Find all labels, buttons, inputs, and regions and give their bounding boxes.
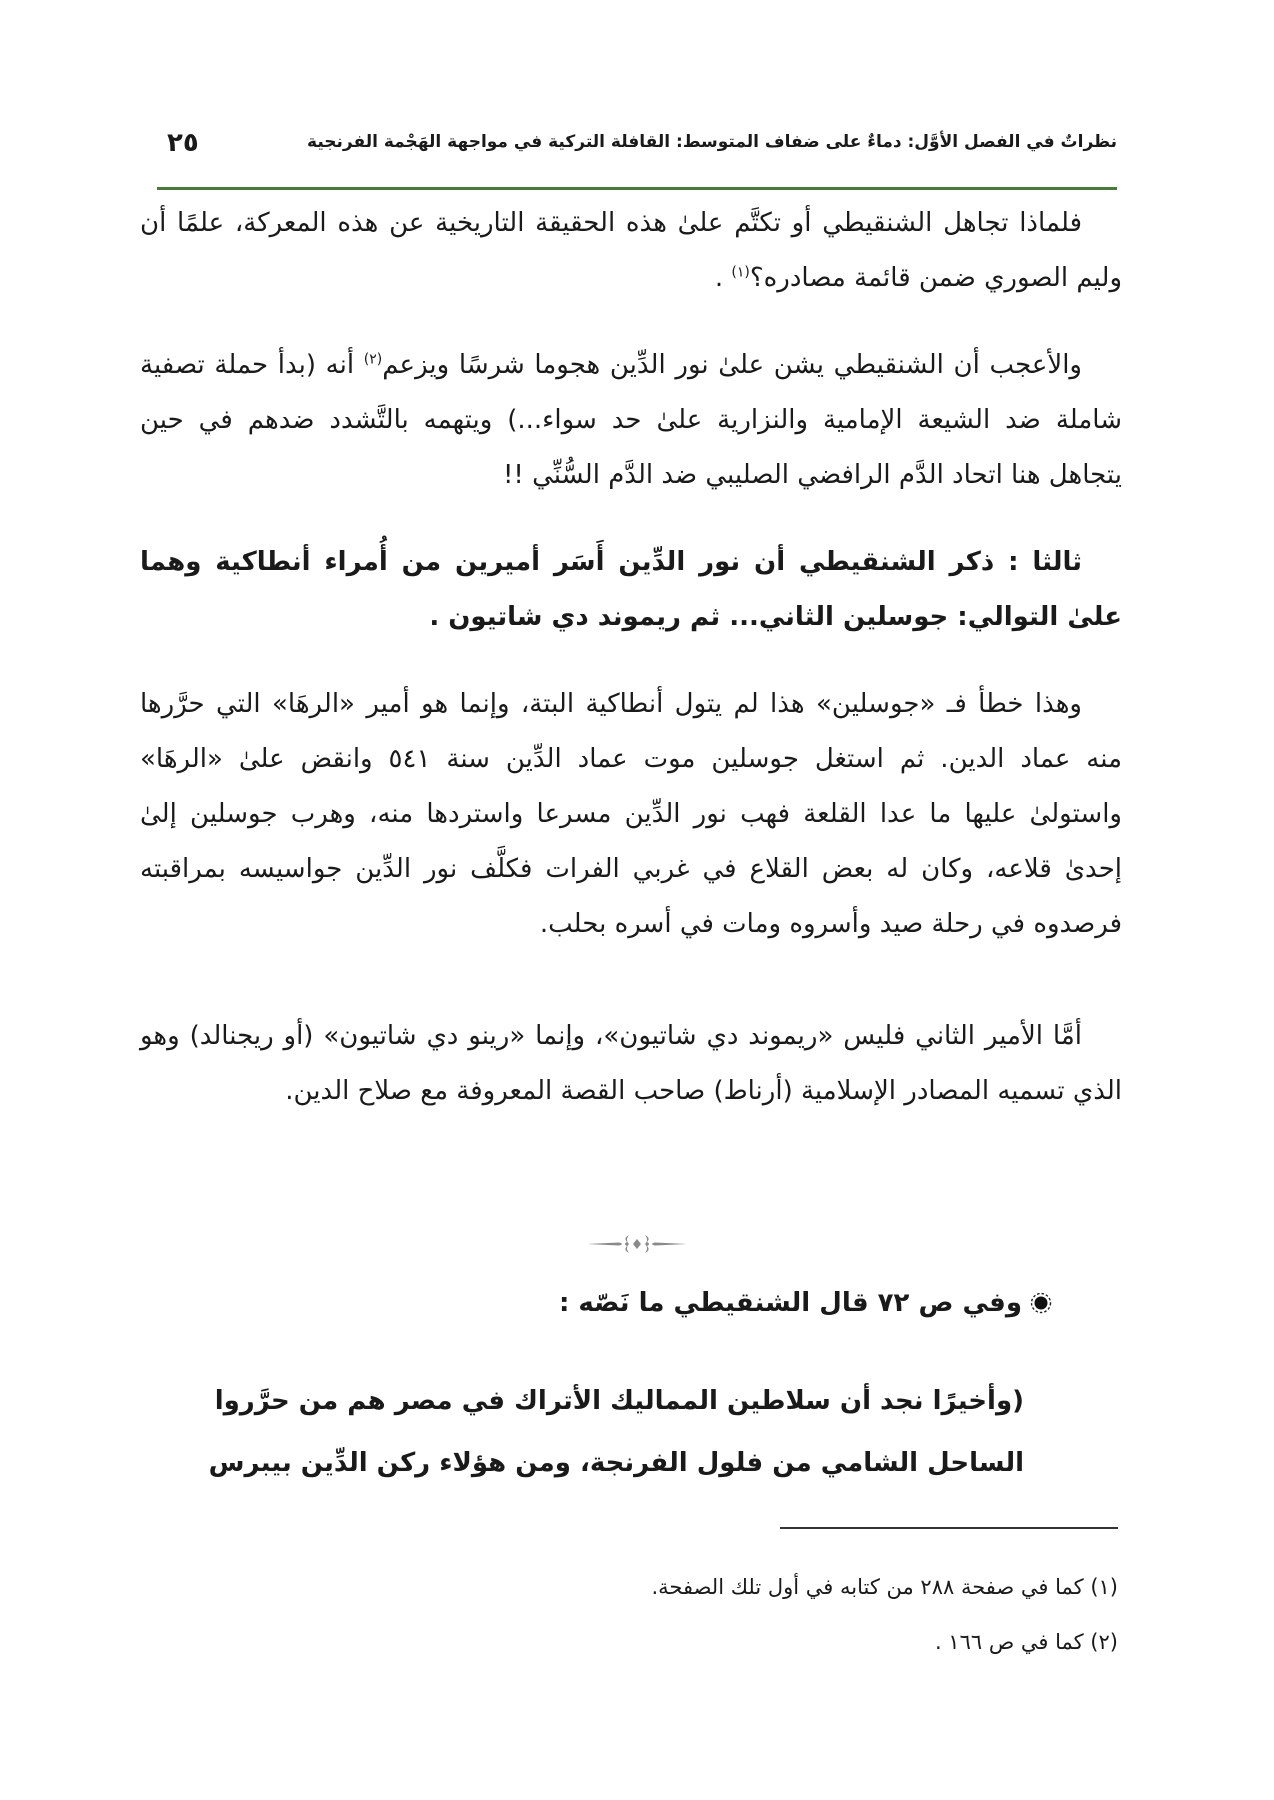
paragraph-5-text: أمَّا الأمير الثاني فليس «ريموند دي شاتيون»، وإنما «رينو دي شاتيون» (أو ريجنالد) وهو الذي تسميه المصادر الإسلامية (أرناط) صاحب القصة المعروفة مع صلاح الدين. [140, 1021, 1122, 1106]
footnote-separator [780, 1527, 1118, 1529]
footnote-2: (٢) كما في ص ١٦٦ . [934, 1630, 1118, 1654]
dashed-ring-dot-icon [1030, 1292, 1052, 1314]
running-title: نظراتٌ في الفصل الأوَّل: دماءٌ على ضفاف المتوسط: القافلة التركية في مواجهة الهَجْمة الفرنجية [307, 132, 1117, 152]
quoted-passage [208, 1370, 1024, 1494]
footnotes [651, 1560, 1118, 1670]
footnote-1: (١) كما في صفحة ٢٨٨ من كتابه في أول تلك الصفحة. [651, 1575, 1118, 1599]
footnote-ref-1[interactable]: (١) [731, 264, 750, 281]
running-header [157, 128, 1117, 168]
ornamental-divider-icon [585, 1232, 689, 1256]
header-rule [157, 187, 1117, 190]
quote-line-1: (وأخيرًا نجد أن سلاطين المماليك الأتراك في مصر هم من حرَّروا [214, 1386, 1024, 1416]
paragraph-1-tail: . [714, 263, 732, 293]
paragraph-4 [140, 677, 1122, 952]
section-lead [559, 1288, 1052, 1318]
paragraph-2-text: والأعجب أن الشنقيطي يشن علىٰ نور الدِّين هجوما شرسًا ويزعم [382, 350, 1082, 380]
paragraph-4-text: وهذا خطأ فـ «جوسلين» هذا لم يتول أنطاكية البتة، وإنما هو أمير «الرهَا» التي حرَّرها منه عماد الدين. ثم استغل جوسلين موت عماد الدِّين سنة ٥٤١ وانقض علىٰ «الرهَا» واستولىٰ عليها ما عدا القلعة فهب نور الدِّين مسرعا واستردها منه، وهرب جوسلين إلىٰ إحدىٰ قلاعه، وكان له بعض القلاع في غربي الفرات فكلَّف نور الدِّين جواسيسه بمراقبته فرصدوه في رحلة صيد وأسروه ومات في أسره بحلب. [140, 689, 1122, 939]
paragraph-1 [140, 196, 1122, 306]
footnote-ref-2[interactable]: (٢) [363, 351, 383, 368]
paragraph-5 [140, 1009, 1122, 1119]
paragraph-3-heading [140, 535, 1122, 645]
quote-line-2: الساحل الشامي من فلول الفرنجة، ومن هؤلاء ركن الدِّين بيبرس [208, 1448, 1024, 1478]
section-lead-text: وفي ص ٧٢ قال الشنقيطي ما نَصّه : [558, 1288, 1022, 1318]
page-number: ٢٥ [167, 128, 199, 158]
paragraph-2 [140, 338, 1122, 503]
paragraph-3-text: ثالثا : ذكر الشنقيطي أن نور الدِّين أَسَر أميرين من أُمراء أنطاكية وهما علىٰ التوالي: جوسلين الثاني... ثم ريموند دي شاتيون . [140, 547, 1122, 632]
paragraph-2-tail: أنه (بدأ حملة تصفية شاملة ضد الشيعة الإمامية والنزارية علىٰ حد سواء...) ويتهمه بالتَّشدد ضدهم في حين يتجاهل هنا اتحاد الدَّم الرافضي الصليبي ضد الدَّم السُّنِّي !! [140, 350, 1122, 490]
paragraph-1-text: فلماذا تجاهل الشنقيطي أو تكتَّم علىٰ هذه الحقيقة التاريخية عن هذه المعركة، علمًا أن وليم الصوري ضمن قائمة مصادره؟ [140, 208, 1122, 293]
